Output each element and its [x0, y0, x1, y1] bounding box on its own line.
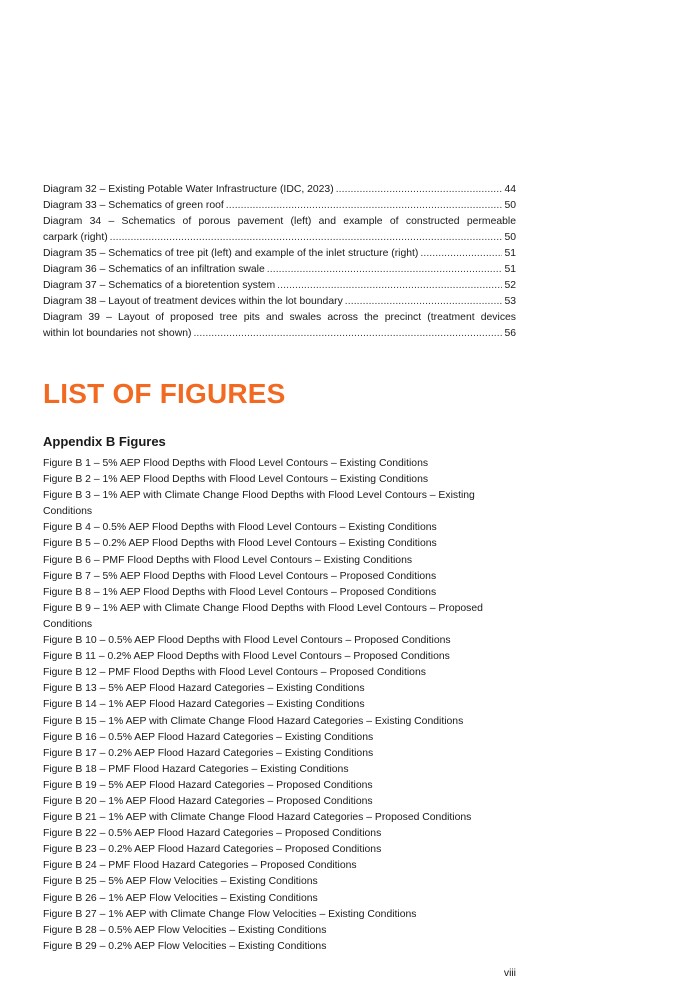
figure-list-item[interactable]: Figure B 9 – 1% AEP with Climate Change Flood Depths with Flood Level Contours – Proposed: [43, 602, 483, 614]
figure-list-item-continuation[interactable]: Conditions: [43, 618, 93, 630]
figure-list-item[interactable]: Figure B 29 – 0.2% AEP Flow Velocities – Existing Conditions: [43, 940, 327, 952]
toc-entry-page: 53: [504, 296, 516, 307]
figure-list-item[interactable]: Figure B 19 – 5% AEP Flood Hazard Categories – Proposed Conditions: [43, 779, 373, 791]
leader-dots: [226, 198, 503, 214]
figure-list-item[interactable]: Figure B 11 – 0.2% AEP Flood Depths with Flood Level Contours – Proposed Conditions: [43, 651, 450, 663]
toc-entry-label: carpark (right): [43, 232, 108, 243]
toc-entry-diagram-38[interactable]: [43, 294, 516, 310]
figure-list-item[interactable]: Figure B 2 – 1% AEP Flood Depths with Flood Level Contours – Existing Conditions: [43, 474, 429, 486]
figure-list-item[interactable]: Figure B 5 – 0.2% AEP Flood Depths with Flood Level Contours – Existing Conditions: [43, 538, 437, 550]
toc-entry-page: 52: [504, 280, 516, 291]
leader-dots: [277, 278, 502, 294]
figure-list-item[interactable]: Figure B 6 – PMF Flood Depths with Flood Level Contours – Existing Conditions: [43, 554, 413, 566]
figure-list-item[interactable]: Figure B 25 – 5% AEP Flow Velocities – Existing Conditions: [43, 876, 318, 888]
figure-list-item[interactable]: Figure B 18 – PMF Flood Hazard Categories – Existing Conditions: [43, 763, 349, 775]
figure-list-item[interactable]: Figure B 14 – 1% AEP Flood Hazard Categories – Existing Conditions: [43, 699, 365, 711]
figure-list-item[interactable]: Figure B 26 – 1% AEP Flow Velocities – Existing Conditions: [43, 892, 318, 904]
leader-dots: [345, 294, 503, 310]
toc-entry-page: 51: [504, 248, 516, 259]
figure-list-item[interactable]: Figure B 1 – 5% AEP Flood Depths with Flood Level Contours – Existing Conditions: [43, 458, 429, 469]
toc-entry-label-line1: Diagram 34 – Schematics of porous pavement (left) and example of constructed permeable: [43, 216, 516, 227]
figure-list-item[interactable]: Figure B 8 – 1% AEP Flood Depths with Flood Level Contours – Proposed Conditions: [43, 586, 437, 598]
leader-dots: [420, 246, 502, 262]
toc-entry-page: 56: [504, 328, 516, 339]
sub-heading: Appendix B Figures: [43, 434, 166, 449]
toc-entry-label: Diagram 37 – Schematics of a bioretention system: [43, 280, 276, 291]
toc-entry-diagram-39[interactable]: [43, 310, 516, 342]
figure-list-item[interactable]: Figure B 28 – 0.5% AEP Flow Velocities – Existing Conditions: [43, 924, 327, 936]
toc-entry-diagram-33[interactable]: [43, 198, 516, 214]
toc-entry-page: 51: [504, 264, 516, 275]
leader-dots: [193, 326, 502, 342]
list-of-diagrams: [43, 182, 516, 342]
figure-list-item[interactable]: Figure B 12 – PMF Flood Depths with Flood Level Contours – Proposed Conditions: [43, 667, 426, 679]
toc-entry-label: within lot boundaries not shown): [43, 328, 192, 339]
toc-entry-label: Diagram 35 – Schematics of tree pit (left) and example of the inlet structure (right): [43, 248, 419, 259]
figure-list-item[interactable]: Figure B 20 – 1% AEP Flood Hazard Categories – Proposed Conditions: [43, 795, 373, 807]
toc-entry-page: 44: [504, 184, 516, 195]
toc-entry-label: Diagram 36 – Schematics of an infiltration swale: [43, 264, 265, 275]
figure-list-item[interactable]: Figure B 21 – 1% AEP with Climate Change Flood Hazard Categories – Proposed Conditions: [43, 812, 472, 824]
page-number: viii: [503, 968, 516, 979]
figure-list-item[interactable]: Figure B 24 – PMF Flood Hazard Categories – Proposed Conditions: [43, 860, 357, 872]
toc-entry-diagram-36[interactable]: [43, 262, 516, 278]
toc-entry-diagram-37[interactable]: [43, 278, 516, 294]
leader-dots: [267, 262, 503, 278]
toc-entry-diagram-34[interactable]: [43, 214, 516, 246]
leader-dots: [110, 230, 503, 246]
figure-list-item[interactable]: Figure B 17 – 0.2% AEP Flood Hazard Categories – Existing Conditions: [43, 747, 374, 759]
toc-entry-diagram-32[interactable]: [43, 182, 516, 198]
toc-entry-page: 50: [504, 232, 516, 243]
figure-list-item[interactable]: Figure B 3 – 1% AEP with Climate Change Flood Depths with Flood Level Contours – Existing: [43, 490, 475, 502]
leader-dots: [336, 182, 503, 198]
figure-list-item[interactable]: Figure B 4 – 0.5% AEP Flood Depths with Flood Level Contours – Existing Conditions: [43, 522, 437, 534]
figure-list-item-continuation[interactable]: Conditions: [43, 506, 93, 518]
toc-entry-diagram-35[interactable]: [43, 246, 516, 262]
figure-list-item[interactable]: Figure B 15 – 1% AEP with Climate Change Flood Hazard Categories – Existing Conditions: [43, 715, 464, 727]
toc-entry-label: Diagram 38 – Layout of treatment devices within the lot boundary: [43, 296, 343, 307]
toc-entry-label: Diagram 33 – Schematics of green roof: [43, 200, 224, 211]
figure-list-item[interactable]: Figure B 10 – 0.5% AEP Flood Depths with Flood Level Contours – Proposed Conditions: [43, 635, 451, 647]
figure-list-item[interactable]: Figure B 27 – 1% AEP with Climate Change Flow Velocities – Existing Conditions: [43, 908, 417, 920]
toc-entry-page: 50: [504, 200, 516, 211]
toc-entry-label-line1: Diagram 39 – Layout of proposed tree pits and swales across the precinct (treatment devices: [43, 312, 516, 323]
figure-list-item[interactable]: Figure B 23 – 0.2% AEP Flood Hazard Categories – Proposed Conditions: [43, 844, 382, 856]
section-heading: LIST OF FIGURES: [43, 378, 286, 409]
figure-list: [43, 456, 518, 955]
figure-list-item[interactable]: Figure B 16 – 0.5% AEP Flood Hazard Categories – Existing Conditions: [43, 731, 374, 743]
toc-entry-label: Diagram 32 – Existing Potable Water Infrastructure (IDC, 2023): [43, 184, 334, 195]
figure-list-item[interactable]: Figure B 13 – 5% AEP Flood Hazard Categories – Existing Conditions: [43, 683, 365, 695]
figure-list-item[interactable]: Figure B 22 – 0.5% AEP Flood Hazard Categories – Proposed Conditions: [43, 828, 382, 840]
figure-list-item[interactable]: Figure B 7 – 5% AEP Flood Depths with Flood Level Contours – Proposed Conditions: [43, 570, 437, 582]
